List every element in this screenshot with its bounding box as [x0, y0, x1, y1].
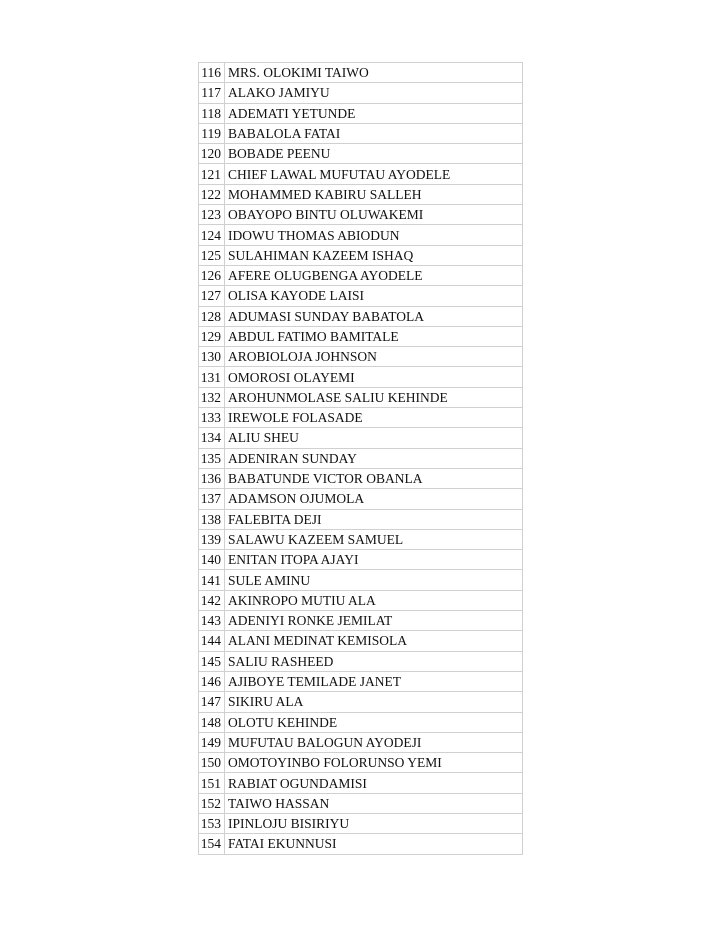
table-row — [199, 468, 523, 488]
person-name: BOBADE PEENU — [225, 144, 523, 164]
table-row — [199, 590, 523, 610]
person-name: BABATUNDE VICTOR OBANLA — [225, 468, 523, 488]
table-row — [199, 570, 523, 590]
person-name: AROBIOLOJA JOHNSON — [225, 347, 523, 367]
person-name: ADENIYI RONKE JEMILAT — [225, 611, 523, 631]
row-number: 128 — [199, 306, 225, 326]
person-name: IPINLOJU BISIRIYU — [225, 813, 523, 833]
row-number: 123 — [199, 205, 225, 225]
row-number: 132 — [199, 387, 225, 407]
person-name: OLISA KAYODE LAISI — [225, 286, 523, 306]
row-number: 142 — [199, 590, 225, 610]
table-row — [199, 306, 523, 326]
person-name: ABDUL FATIMO BAMITALE — [225, 326, 523, 346]
table-row — [199, 732, 523, 752]
row-number: 136 — [199, 468, 225, 488]
person-name: MUFUTAU BALOGUN AYODEJI — [225, 732, 523, 752]
table-row — [199, 509, 523, 529]
row-number: 120 — [199, 144, 225, 164]
person-name: OLOTU KEHINDE — [225, 712, 523, 732]
table-row — [199, 123, 523, 143]
table-row — [199, 529, 523, 549]
table-row — [199, 144, 523, 164]
table-row — [199, 692, 523, 712]
person-name: IREWOLE FOLASADE — [225, 408, 523, 428]
row-number: 130 — [199, 347, 225, 367]
table-row — [199, 347, 523, 367]
table-row — [199, 793, 523, 813]
row-number: 135 — [199, 448, 225, 468]
row-number: 127 — [199, 286, 225, 306]
row-number: 153 — [199, 813, 225, 833]
person-name: SIKIRU ALA — [225, 692, 523, 712]
names-table — [198, 62, 523, 855]
person-name: RABIAT OGUNDAMISI — [225, 773, 523, 793]
person-name: AKINROPO MUTIU ALA — [225, 590, 523, 610]
table-row — [199, 712, 523, 732]
row-number: 151 — [199, 773, 225, 793]
table-row — [199, 408, 523, 428]
row-number: 118 — [199, 103, 225, 123]
person-name: OMOTOYINBO FOLORUNSO YEMI — [225, 753, 523, 773]
row-number: 144 — [199, 631, 225, 651]
table-row — [199, 225, 523, 245]
row-number: 143 — [199, 611, 225, 631]
person-name: FATAI EKUNNUSI — [225, 834, 523, 854]
table-row — [199, 773, 523, 793]
row-number: 152 — [199, 793, 225, 813]
person-name: ADAMSON OJUMOLA — [225, 489, 523, 509]
row-number: 133 — [199, 408, 225, 428]
row-number: 121 — [199, 164, 225, 184]
table-row — [199, 164, 523, 184]
row-number: 145 — [199, 651, 225, 671]
row-number: 122 — [199, 184, 225, 204]
row-number: 125 — [199, 245, 225, 265]
person-name: ADENIRAN SUNDAY — [225, 448, 523, 468]
row-number: 149 — [199, 732, 225, 752]
table-row — [199, 184, 523, 204]
person-name: ALIU SHEU — [225, 428, 523, 448]
row-number: 148 — [199, 712, 225, 732]
row-number: 147 — [199, 692, 225, 712]
person-name: ALANI MEDINAT KEMISOLA — [225, 631, 523, 651]
table-row — [199, 448, 523, 468]
row-number: 131 — [199, 367, 225, 387]
person-name: MOHAMMED KABIRU SALLEH — [225, 184, 523, 204]
person-name: SALAWU KAZEEM SAMUEL — [225, 529, 523, 549]
person-name: ADEMATI YETUNDE — [225, 103, 523, 123]
person-name: AJIBOYE TEMILADE JANET — [225, 671, 523, 691]
table-row — [199, 834, 523, 854]
table-row — [199, 387, 523, 407]
person-name: ENITAN ITOPA AJAYI — [225, 550, 523, 570]
table-row — [199, 631, 523, 651]
table-row — [199, 611, 523, 631]
row-number: 137 — [199, 489, 225, 509]
person-name: OBAYOPO BINTU OLUWAKEMI — [225, 205, 523, 225]
table-row — [199, 489, 523, 509]
row-number: 117 — [199, 83, 225, 103]
person-name: ADUMASI SUNDAY BABATOLA — [225, 306, 523, 326]
table-row — [199, 651, 523, 671]
table-row — [199, 245, 523, 265]
table-row — [199, 671, 523, 691]
person-name: CHIEF LAWAL MUFUTAU AYODELE — [225, 164, 523, 184]
table-row — [199, 550, 523, 570]
row-number: 126 — [199, 265, 225, 285]
row-number: 139 — [199, 529, 225, 549]
table-row — [199, 753, 523, 773]
row-number: 141 — [199, 570, 225, 590]
person-name: IDOWU THOMAS ABIODUN — [225, 225, 523, 245]
row-number: 116 — [199, 63, 225, 83]
table-row — [199, 63, 523, 83]
person-name: OMOROSI OLAYEMI — [225, 367, 523, 387]
person-name: AROHUNMOLASE SALIU KEHINDE — [225, 387, 523, 407]
person-name: MRS. OLOKIMI TAIWO — [225, 63, 523, 83]
row-number: 140 — [199, 550, 225, 570]
person-name: SULE AMINU — [225, 570, 523, 590]
row-number: 146 — [199, 671, 225, 691]
table-row — [199, 286, 523, 306]
table-row — [199, 265, 523, 285]
row-number: 119 — [199, 123, 225, 143]
table-row — [199, 326, 523, 346]
person-name: SALIU RASHEED — [225, 651, 523, 671]
person-name: AFERE OLUGBENGA AYODELE — [225, 265, 523, 285]
table-row — [199, 367, 523, 387]
table-row — [199, 103, 523, 123]
person-name: TAIWO HASSAN — [225, 793, 523, 813]
table-row — [199, 813, 523, 833]
person-name: BABALOLA FATAI — [225, 123, 523, 143]
row-number: 150 — [199, 753, 225, 773]
row-number: 154 — [199, 834, 225, 854]
person-name: SULAHIMAN KAZEEM ISHAQ — [225, 245, 523, 265]
person-name: FALEBITA DEJI — [225, 509, 523, 529]
person-name: ALAKO JAMIYU — [225, 83, 523, 103]
table-row — [199, 83, 523, 103]
row-number: 134 — [199, 428, 225, 448]
table-row — [199, 205, 523, 225]
row-number: 129 — [199, 326, 225, 346]
table-row — [199, 428, 523, 448]
row-number: 138 — [199, 509, 225, 529]
row-number: 124 — [199, 225, 225, 245]
names-table-body — [199, 63, 523, 855]
